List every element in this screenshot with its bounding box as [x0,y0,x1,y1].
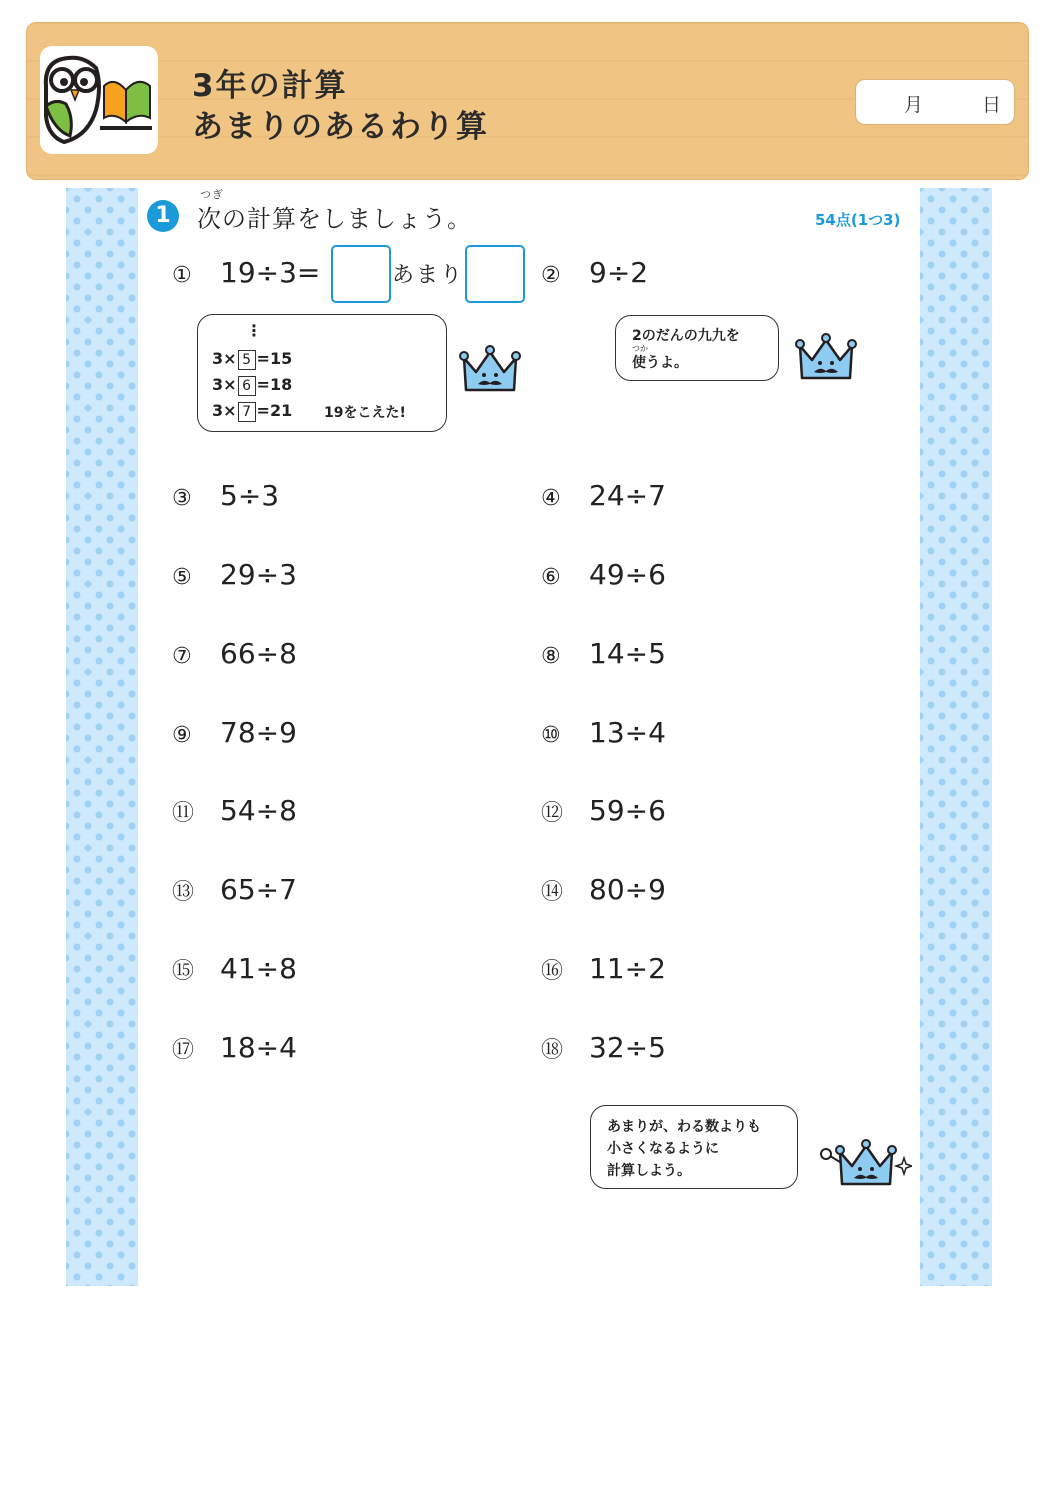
problem-7[interactable] [172,637,297,670]
hint-line: 計算しよう。 [607,1163,691,1179]
problem-mark: ⑰ [172,1038,195,1063]
problem-mark: ① [172,263,192,288]
problem-mark: ⑫ [541,801,564,826]
problem-9[interactable] [172,716,297,749]
hint-bubble-multiplication [197,314,447,432]
hint-bubble-remainder [590,1105,798,1189]
remainder-answer-box[interactable] [465,245,525,303]
page-title-line2: あまりのあるわり算 [192,109,489,145]
problem-expression: 49÷6 [589,558,666,591]
crown-mascot-icon [456,342,526,398]
dotted-border-left [66,188,138,1286]
problem-mark: ⑮ [172,959,195,984]
problem-expression: 9÷2 [589,256,649,289]
quotient-answer-box[interactable] [331,245,391,303]
hint-line: 2のだんの九九を [632,328,740,344]
problem-expression: 65÷7 [220,873,297,906]
page-title-line1: 3年の計算 [192,68,348,104]
problem-expression: 5÷3 [220,479,280,512]
hint-line: 小さくなるように [607,1141,719,1157]
problem-expression: 78÷9 [220,716,297,749]
hint-ruby: つか [632,344,648,353]
problem-mark: ⑬ [172,880,195,905]
crown-mascot-icon [818,1134,912,1192]
problem-mark: ③ [172,486,192,511]
hint-bubble-times-table [615,315,779,381]
problem-expression: 19÷3= [220,256,321,289]
hint-line: 使うよ。 [632,355,688,371]
problem-10[interactable] [541,716,666,749]
problem-mark: ⑧ [541,644,561,669]
problem-expression: 80÷9 [589,873,666,906]
problem-expression: 41÷8 [220,952,297,985]
problem-1 [172,256,320,289]
date-box[interactable] [855,79,1015,125]
problem-18[interactable] [541,1031,666,1064]
problem-12[interactable] [541,794,666,827]
problem-expression: 59÷6 [589,794,666,827]
hint-row: 3× 7 =21 [212,401,293,420]
question-number-badge: 1 [147,200,179,232]
instruction-ruby: つぎ [200,188,224,201]
problem-3[interactable] [172,479,279,512]
problem-mark: ④ [541,486,561,511]
day-label: 日 [982,94,1002,116]
dotted-border-right [920,188,992,1286]
problem-mark: ⑩ [541,723,561,748]
problem-expression: 54÷8 [220,794,297,827]
problem-expression: 66÷8 [220,637,297,670]
problem-14[interactable] [541,873,666,906]
owl-book-logo-icon [40,46,158,154]
problem-8[interactable] [541,637,666,670]
problem-expression: 24÷7 [589,479,666,512]
problem-mark: ⑥ [541,565,561,590]
problem-mark: ⑤ [172,565,192,590]
problem-13[interactable] [172,873,297,906]
problem-expression: 14÷5 [589,637,666,670]
problem-expression: 32÷5 [589,1031,666,1064]
problem-11[interactable] [172,794,297,827]
problem-15[interactable] [172,952,297,985]
points-label: 54点(1つ3) [815,211,901,229]
hint-note: 19をこえた! [324,405,406,421]
crown-mascot-icon [792,330,862,386]
problem-expression: 18÷4 [220,1031,297,1064]
problem-mark: ⑭ [541,880,564,905]
hint-line: あまりが、わる数よりも [607,1119,761,1135]
problem-2[interactable] [541,256,648,289]
problem-17[interactable] [172,1031,297,1064]
problem-mark: ⑪ [172,801,195,826]
month-label: 月 [904,94,924,116]
problem-mark: ⑦ [172,644,192,669]
remainder-label: あまり [392,263,465,288]
problem-expression: 13÷4 [589,716,666,749]
instruction-text: 次の計算をしましょう。 [197,205,472,233]
problem-6[interactable] [541,558,666,591]
problem-mark: ⑯ [541,959,564,984]
hint-row: 3× 6 =18 [212,375,293,394]
problem-5[interactable] [172,558,297,591]
hint-row: 3× 5 =15 [212,349,293,368]
problem-mark: ② [541,263,561,288]
hint-dots: ⋮ [246,321,262,340]
problem-mark: ⑱ [541,1038,564,1063]
problem-4[interactable] [541,479,666,512]
problem-expression: 11÷2 [589,952,666,985]
problem-16[interactable] [541,952,666,985]
problem-mark: ⑨ [172,723,192,748]
problem-expression: 29÷3 [220,558,297,591]
